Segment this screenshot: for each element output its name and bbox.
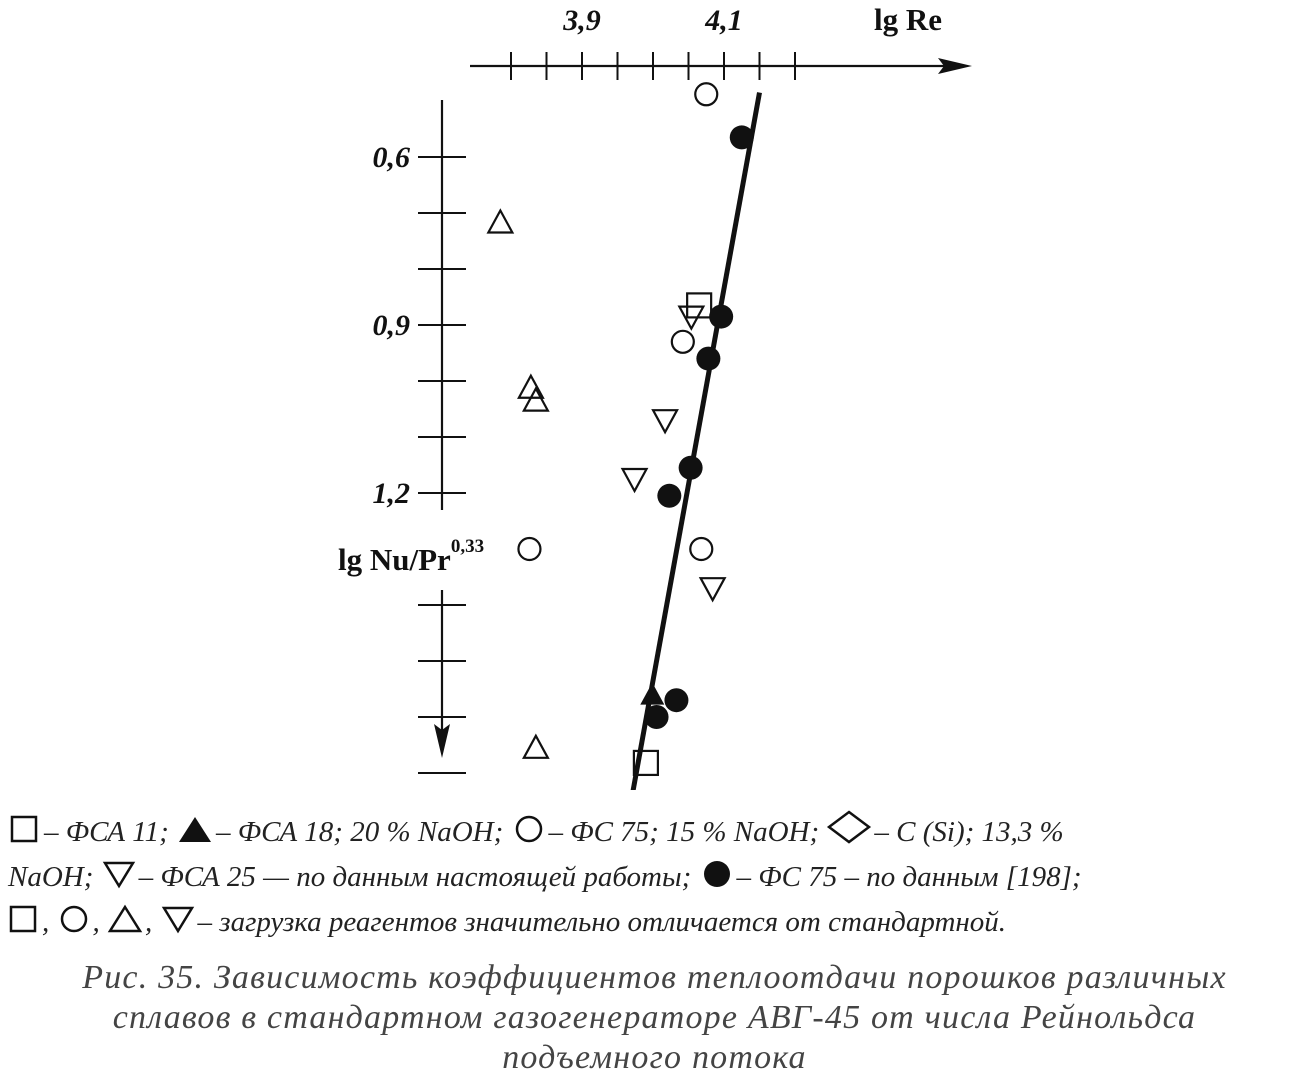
caption-line-1: Рис. 35. Зависимость коэффициентов теплоотдачи порошков различных (82, 959, 1227, 996)
trend-line (614, 93, 760, 790)
caption-line-3: подъемного потока (502, 1039, 807, 1076)
legend-item-fsa25: – ФСА 25 — по данным настоящей работы; (138, 861, 692, 893)
point-circle-filled (730, 125, 754, 149)
y-axis-label-main: lg Nu/Pr (338, 542, 451, 577)
trend-line-group (614, 93, 760, 790)
point-circle-open (695, 83, 717, 105)
y-tick-label: 1,2 (372, 477, 410, 510)
y-axis (373, 100, 467, 790)
y-axis-label-sup: 0,33 (450, 536, 485, 557)
legend-item-fs75: – ФС 75; 15 % NaOH; (548, 816, 820, 848)
y-tick-label: 0,9 (372, 309, 410, 342)
figure-caption (0, 958, 1309, 1078)
point-triangle-open (524, 389, 548, 411)
circle-open-icon (511, 814, 547, 856)
point-circle-open (518, 538, 540, 560)
triangle-open-icon (107, 904, 143, 946)
point-circle-filled (664, 688, 688, 712)
legend-item-csi: – С (Si); 13,3 % (874, 816, 1064, 848)
point-circle-filled (696, 347, 720, 371)
legend-item-nonstandard: – загрузка реагентов значительно отличается от стандартной. (197, 906, 1007, 938)
point-triangle-down-open (653, 410, 677, 432)
square-open-icon (8, 814, 42, 856)
legend-line-1 (8, 810, 1303, 856)
triangle-filled-icon (176, 814, 214, 856)
caption-line-2: сплавов в стандартном газогенераторе АВГ-45 от числа Рейнольдса (112, 999, 1197, 1036)
legend-item-fs75-ref: – ФС 75 – по данным [198]; (736, 861, 1082, 893)
point-circle-filled (657, 484, 681, 508)
legend-item-fsa11: – ФСА 11; (44, 816, 169, 848)
triangle-down-open-icon (160, 904, 196, 946)
y-axis-label (338, 536, 484, 577)
diamond-open-icon (826, 810, 872, 856)
point-circle-open (672, 331, 694, 353)
point-circle-filled (709, 305, 733, 329)
triangle-down-open-icon (101, 859, 137, 901)
point-triangle-open (488, 211, 512, 233)
legend-item-naoh: NaOH; (8, 861, 94, 893)
circle-filled-icon (699, 859, 735, 901)
legend-separator: , (92, 906, 100, 938)
legend-item-fsa18: – ФСА 18; 20 % NaOH; (216, 816, 504, 848)
square-open-icon (8, 904, 40, 946)
legend-line-2 (8, 856, 1303, 901)
point-triangle-down-open (701, 578, 725, 600)
data-points (437, 83, 754, 790)
point-circle-open (690, 538, 712, 560)
y-tick-label: 0,6 (372, 141, 410, 174)
circle-open-icon (57, 904, 91, 946)
point-triangle-down-open (623, 469, 647, 491)
point-triangle-open (524, 736, 548, 758)
legend-line-3 (8, 901, 1303, 946)
legend-separator: , (145, 906, 153, 938)
x-axis-label: lg Re (874, 2, 943, 37)
legend (8, 810, 1303, 946)
x-tick-label: 4,1 (705, 4, 743, 37)
point-circle-filled (645, 705, 669, 729)
point-circle-filled (679, 456, 703, 480)
legend-separator: , (42, 906, 50, 938)
x-tick-label: 3,9 (563, 4, 601, 37)
point-triangle-filled (640, 683, 664, 705)
